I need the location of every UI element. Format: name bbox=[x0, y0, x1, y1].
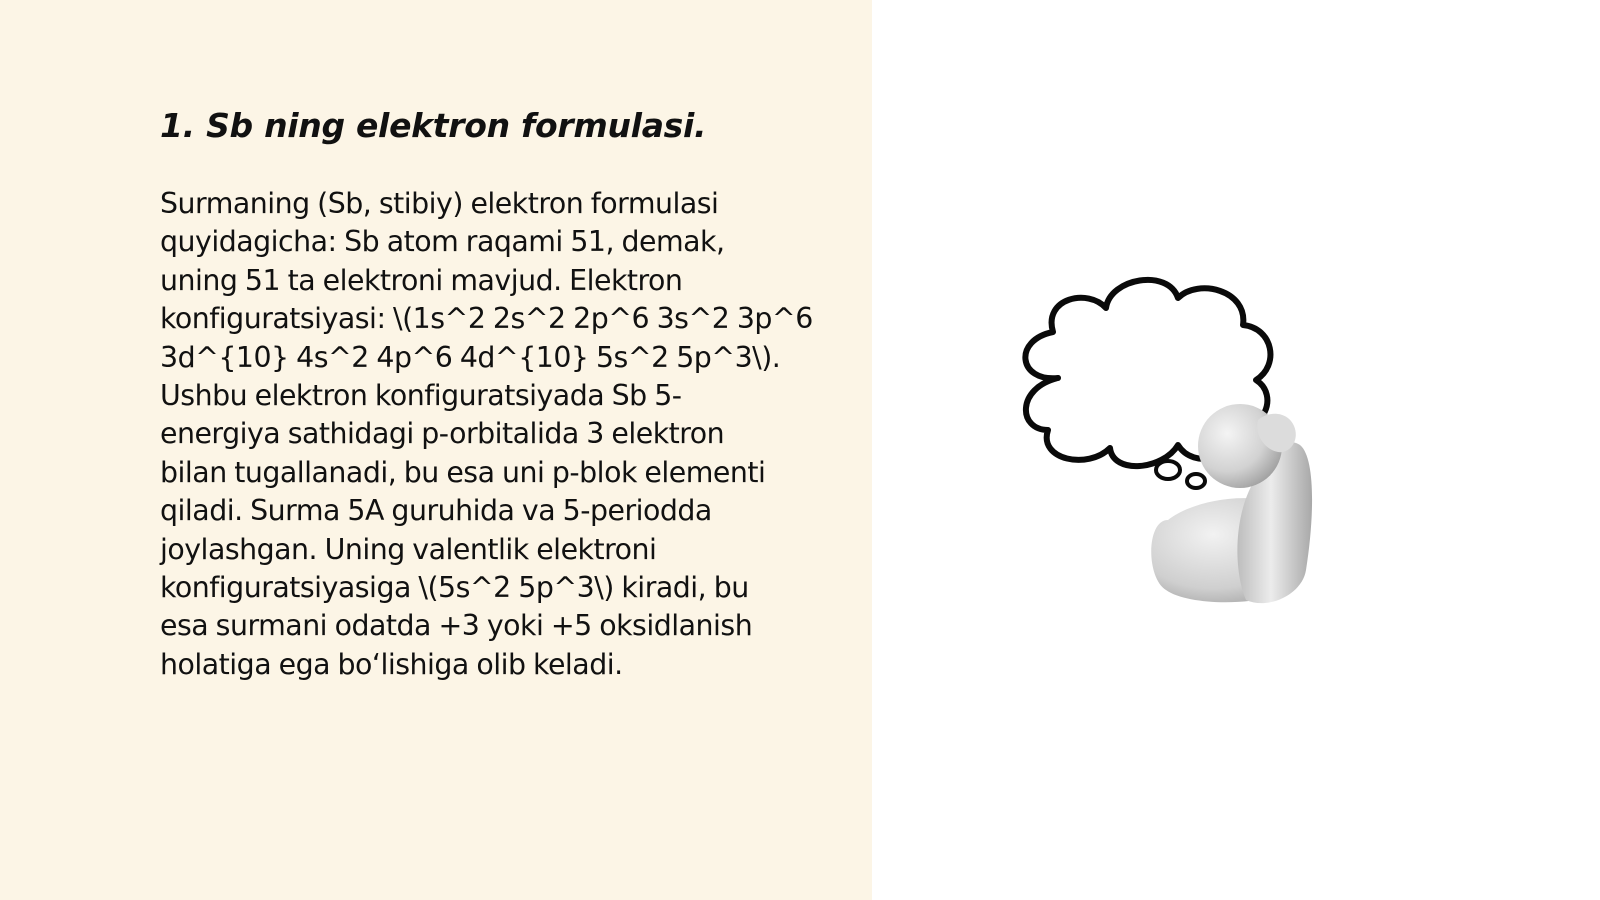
body-line: Surmaning (Sb, stibiy) elektron formulasi bbox=[160, 187, 719, 220]
slide-title: 1. Sb ning elektron formulasi. bbox=[160, 106, 707, 145]
body-line: bilan tugallanadi, bu esa uni p-blok elementi bbox=[160, 455, 766, 489]
body-line: holatiga ega bo‘lishiga olib keladi. bbox=[160, 647, 623, 681]
thought-bubble-small-1 bbox=[1156, 461, 1180, 479]
body-line: qiladi. Surma 5A guruhida va 5-periodda bbox=[160, 494, 712, 528]
body-line: konfiguratsiyasiga \(5s^2 5p^3\) kiradi, bu bbox=[160, 571, 749, 605]
body-line: uning 51 ta elektroni mavjud. Elektron bbox=[160, 263, 683, 297]
body-line: quyidagicha: Sb atom raqami 51, demak, bbox=[160, 225, 725, 259]
thought-bubble-small-2 bbox=[1187, 474, 1205, 488]
body-line: esa surmani odatda +3 yoki +5 oksidlanish bbox=[160, 609, 753, 643]
body-line: energiya sathidagi p-orbitalida 3 elektron bbox=[160, 417, 725, 451]
body-line: 3d^{10} 4s^2 4p^6 4d^{10} 5s^2 5p^3\). bbox=[160, 340, 781, 374]
body-line: Ushbu elektron konfiguratsiyada Sb 5- bbox=[160, 379, 682, 413]
thinking-person-with-thought-bubble-icon bbox=[1018, 270, 1358, 620]
body-line: konfiguratsiyasi: \(1s^2 2s^2 2p^6 3s^2 3p^6 bbox=[160, 302, 813, 336]
slide-body bbox=[160, 185, 850, 684]
body-line: joylashgan. Uning valentlik elektroni bbox=[160, 532, 657, 566]
